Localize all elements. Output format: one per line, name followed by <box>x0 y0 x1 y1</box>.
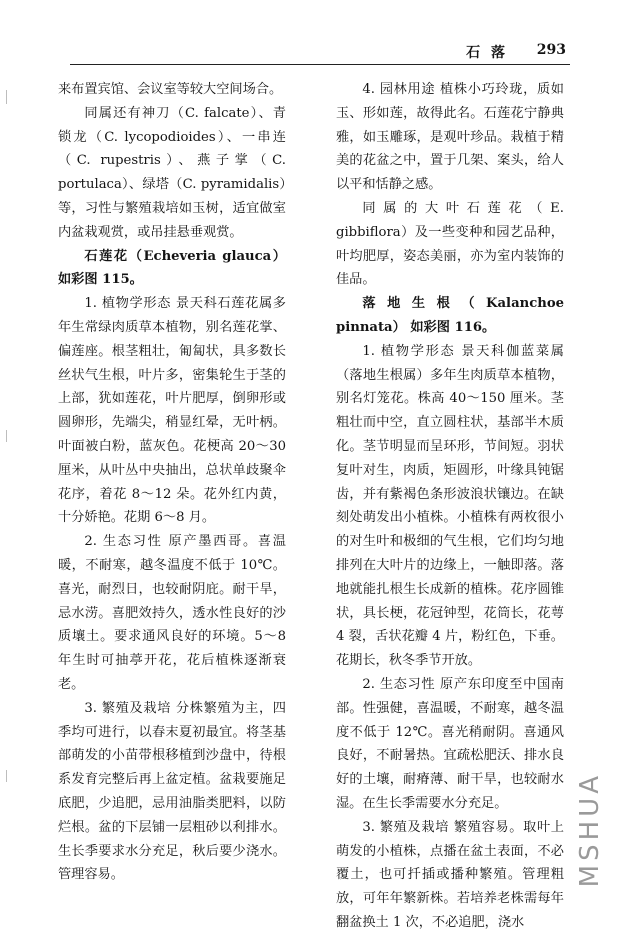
page-number: 293 <box>536 42 566 58</box>
running-title: 石 落 <box>466 45 508 61</box>
scan-edge-mark <box>6 430 7 442</box>
entry-heading: 落地生根（Kalanchoe pinnata） 如彩图 116。 <box>336 296 564 335</box>
scan-edge-mark <box>6 770 7 782</box>
paragraph: 1. 植物学形态 景天科伽蓝菜属（落地生根属）多年生肉质草本植物，别名灯笼花。株高 40～150 厘米。茎粗壮而中空，直立圆柱状，基部半木质化。茎节明显而呈环形，节间短。羽状复叶对生，肉质，矩圆形，叶缘具钝锯齿，并有紫褐色条形波浪状镶边。在缺刻处萌发出小植株。小植株有两枚很小的对生叶和极细的气生根，它们均匀地排列在大叶片的边缘上，一触即落。落地就能扎根生长成新的植株。花序圆锥状，具长梗，花冠钟型，花筒长，花萼 4 裂，舌状花瓣 4 片，粉红色，下垂。花期长，秋冬季节开放。 <box>336 343 564 669</box>
left-column <box>58 78 286 887</box>
paragraph: 同属的大叶石莲花（E. gibbiflora）及一些变种和园艺品种，叶均肥厚，姿态美丽，亦为室内装饰的佳品。 <box>336 200 564 288</box>
paragraph: 3. 繁殖及栽培 分株繁殖为主，四季均可进行，以春末夏初最宜。将茎基部萌发的小苗带根移植到沙盘中，待根系发育完整后再上盆定植。盆栽要施足底肥，少追肥，忌用油脂类肥料，以防烂根。盆的下层铺一层粗砂以利排水。生长季要求水分充足，秋后要少浇水。管理容易。 <box>58 700 286 883</box>
entry-heading: 石莲花（Echeveria glauca） 如彩图 115。 <box>58 248 286 288</box>
watermark: MSHUA <box>575 771 605 887</box>
paragraph: 4. 园林用途 植株小巧玲珑，质如玉、形如莲，故得此名。石莲花宁静典雅，如玉雕琢，是观叶珍品。栽植于精美的花盆之中，置于几架、案头，给人以平和恬静之感。 <box>336 82 564 193</box>
right-column <box>336 78 564 935</box>
page-header <box>70 36 570 65</box>
paragraph: 2. 生态习性 原产东印度至中国南部。性强健，喜温暖，不耐寒，越冬温度不低于 12℃。喜光稍耐阴。喜通风良好，不耐暑热。宜疏松肥沃、排水良好的土壤，耐瘠薄、耐干旱，也较耐水湿。在生长季需要水分充足。 <box>336 676 564 811</box>
scan-edge-mark <box>6 90 7 104</box>
paragraph: 同属还有神刀（C. falcate）、青锁龙（C. lycopodioides）、一串连（C. rupestris）、燕子掌（C. portulaca）、绿塔（C. pyramidalis）等，习性与繁殖栽培如玉树，适宜做室内盆栽观赏，或吊挂悬垂观赏。 <box>58 105 286 240</box>
paragraph: 1. 植物学形态 景天科石莲花属多年生常绿肉质草本植物，别名莲花掌、偏莲座。根茎粗壮，匍匐状，具多数长丝状气生根，叶片多，密集轮生于茎的上部，犹如莲花，叶片肥厚，倒卵形或圆卵形，先端尖，稍显红晕，无叶柄。叶面被白粉，蓝灰色。花梗高 20～30 厘米，从叶丛中央抽出，总状单歧聚伞花序，着花 8～12 朵。花外红内黄，十分娇艳。花期 6～8 月。 <box>58 296 286 526</box>
paragraph: 来布置宾馆、会议室等较大空间场合。 <box>58 82 283 97</box>
paragraph: 2. 生态习性 原产墨西哥。喜温暖，不耐寒，越冬温度不低于 10℃。喜光，耐烈日，也较耐阴庇。耐干旱，忌水涝。喜肥效持久，透水性良好的沙质壤土。要求通风良好的环境。5～8 年生时可抽葶开花，花后植株逐渐衰老。 <box>58 534 286 692</box>
paragraph: 3. 繁殖及栽培 繁殖容易。取叶上萌发的小植株，点播在盆土表面，不必覆土，也可扦插或播种繁殖。管理粗放，可年年繁新株。若培养老株需每年翻盆换土 1 次，不必追肥，浇水 <box>336 819 564 930</box>
